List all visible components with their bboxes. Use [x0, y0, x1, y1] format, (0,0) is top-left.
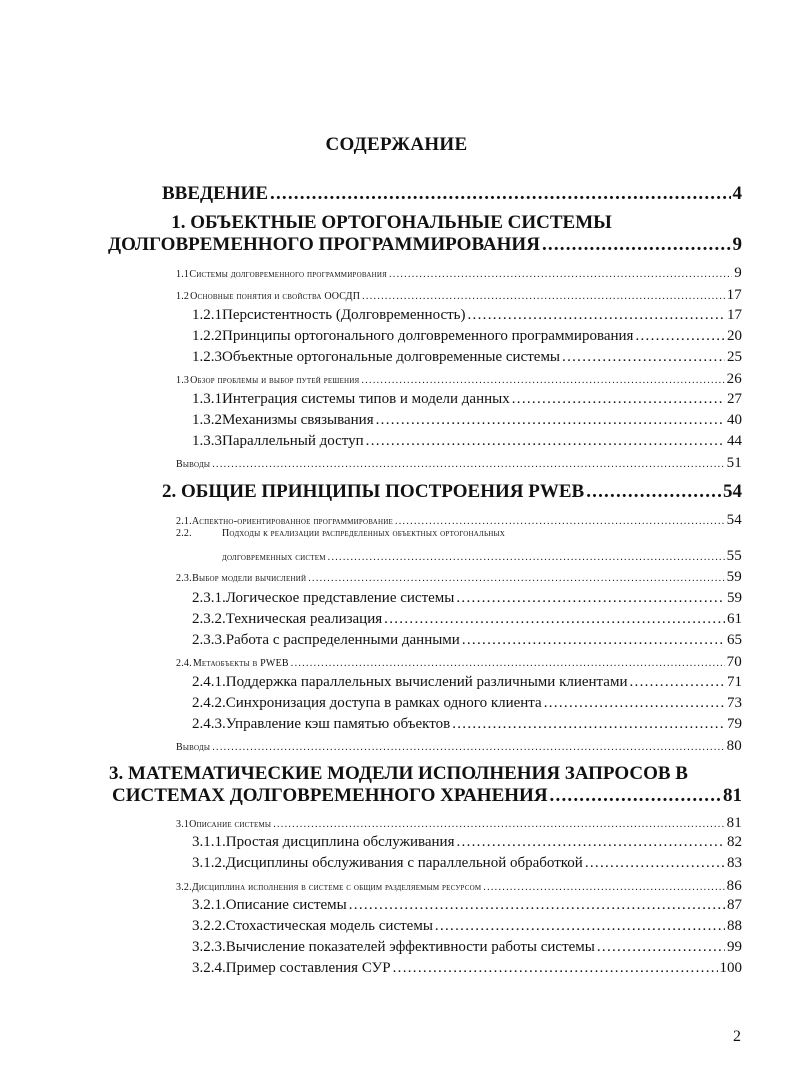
- leader-dots: [362, 291, 724, 302]
- leader-dots: [291, 658, 725, 669]
- toc-item-label: Пример составления СУР: [225, 960, 391, 976]
- toc-item: [176, 371, 742, 388]
- toc-item-number: 2.3.2.: [192, 611, 226, 627]
- toc-item-label: Описание системы: [189, 819, 272, 830]
- toc-item-label: Поддержка параллельных вычислений различными клиентами: [225, 674, 628, 690]
- toc-item: [192, 918, 742, 935]
- chapter-3-page: 81: [723, 785, 742, 806]
- leader-dots: [308, 573, 724, 584]
- toc-item-number: 1.2.3: [192, 349, 222, 365]
- toc-item-label: Стохастическая модель системы: [225, 918, 433, 934]
- toc-item-label: Простая дисциплина обслуживания: [225, 834, 455, 850]
- toc-item-label: Техническая реализация: [225, 611, 383, 627]
- toc-item-page: 27: [727, 391, 742, 407]
- toc-item-number: 2.3.3.: [192, 632, 226, 648]
- toc-item-page: 59: [726, 569, 742, 585]
- toc-item: [192, 632, 742, 649]
- chapter-1-page: 9: [732, 234, 742, 255]
- toc-item-number: 1.3.2: [192, 412, 222, 428]
- toc-item-label: Механизмы связывания: [222, 412, 374, 428]
- leader-dots: [212, 459, 724, 470]
- toc-item-page: 55: [726, 548, 742, 564]
- toc-item-number: 3.1: [176, 819, 190, 830]
- toc-item-page: 17: [726, 287, 742, 303]
- toc-item: [176, 455, 742, 472]
- toc-item-page: 71: [727, 674, 742, 690]
- toc-item: [192, 960, 742, 977]
- leader-dots: [586, 481, 721, 503]
- chapter-3-title-line1: 3. МАТЕМАТИЧЕСКИЕ МОДЕЛИ ИСПОЛНЕНИЯ ЗАПРОСОВ В: [109, 763, 688, 784]
- leader-dots: [361, 375, 724, 386]
- toc-item-label: долговременных систем: [222, 552, 326, 563]
- toc-item-page: 59: [727, 590, 742, 606]
- toc-item-label: Системы долговременного программирования: [189, 269, 387, 280]
- leader-dots: [452, 716, 725, 733]
- toc-item-number: 1.2.2: [192, 328, 222, 344]
- leader-dots: [635, 328, 725, 345]
- toc-item: [192, 695, 742, 712]
- leader-dots: [376, 412, 725, 429]
- leader-dots: [389, 269, 732, 280]
- chapter-1-title-line1: 1. ОБЪЕКТНЫЕ ОРТОГОНАЛЬНЫЕ СИСТЕМЫ: [171, 212, 612, 233]
- toc-item: [192, 674, 742, 691]
- toc-item: [192, 939, 742, 956]
- toc-item-number: 1.3.1: [192, 391, 222, 407]
- toc-item-page: 88: [727, 918, 742, 934]
- toc-item-page: 9: [734, 265, 742, 281]
- page-title: СОДЕРЖАНИЕ: [325, 134, 468, 155]
- toc-item-page: 65: [727, 632, 742, 648]
- toc-item-number: 2.1.: [176, 516, 192, 527]
- toc-item-label: Персистентность (Долговременность): [222, 307, 466, 323]
- leader-dots: [562, 349, 725, 366]
- toc-item-label: Основные понятия и свойства ООСДП: [190, 291, 361, 302]
- leader-dots: [542, 234, 731, 256]
- leader-dots: [456, 590, 725, 607]
- toc-item-label: Выводы: [176, 459, 211, 470]
- toc-item-number: 2.3.: [176, 573, 192, 584]
- toc-item-number: 2.4.3.: [192, 716, 226, 732]
- toc-item-page: 20: [727, 328, 742, 344]
- leader-dots: [273, 819, 724, 830]
- toc-item: [192, 897, 742, 914]
- toc-item-label: Управление кэш памятью объектов: [225, 716, 451, 732]
- toc-item-page: 25: [727, 349, 742, 365]
- leader-dots: [393, 960, 718, 977]
- toc-item-page: 83: [727, 855, 742, 871]
- toc-item-page: 73: [727, 695, 742, 711]
- leader-dots: [456, 834, 725, 851]
- toc-item-number: 3.2.3.: [192, 939, 226, 955]
- toc-item-page: 54: [726, 512, 742, 528]
- toc-item-number: 3.2.1.: [192, 897, 226, 913]
- toc-item-page: 87: [727, 897, 742, 913]
- toc-item: [176, 815, 742, 832]
- toc-item-number: 2.4.2.: [192, 695, 226, 711]
- toc-item-page: 40: [727, 412, 742, 428]
- leader-dots: [328, 552, 725, 563]
- toc-item: [192, 611, 742, 628]
- toc-item-label: Логическое представление системы: [225, 590, 455, 606]
- toc-item-label: Объектные ортогональные долговременные системы: [222, 349, 561, 365]
- toc-item-label: Метаобъекты в PWEB: [192, 658, 289, 669]
- toc-item-page: 26: [726, 371, 742, 387]
- toc-item: [192, 834, 742, 851]
- toc-item: [176, 738, 742, 755]
- toc-item-page: 99: [727, 939, 742, 955]
- toc-item-page: 80: [726, 738, 742, 754]
- toc-item: [176, 569, 742, 586]
- leader-dots: [468, 307, 726, 324]
- toc-item: [176, 878, 742, 895]
- toc-item-label: Дисциплины обслуживания с параллельной обработкой: [225, 855, 583, 871]
- toc-item: [192, 590, 742, 607]
- toc-item-label: Обзор проблемы и выбор путей решения: [190, 375, 360, 386]
- toc-item-number: 3.1.1.: [192, 834, 226, 850]
- toc-item: [192, 328, 742, 345]
- toc-item-page: 79: [727, 716, 742, 732]
- leader-dots: [585, 855, 725, 872]
- toc-item-label: Вычисление показателей эффективности работы системы: [225, 939, 595, 955]
- leader-dots: [435, 918, 725, 935]
- chapter-2-title: 2. ОБЩИЕ ПРИНЦИПЫ ПОСТРОЕНИЯ PWEB: [162, 481, 585, 502]
- toc-item-label: Выводы: [176, 742, 211, 753]
- toc-item-page: 86: [726, 878, 742, 894]
- toc-intro: [162, 183, 742, 205]
- toc-item: [192, 433, 742, 450]
- toc-item-label: Параллельный доступ: [222, 433, 364, 449]
- chapter-1-title-line2: ДОЛГОВРЕМЕННОГО ПРОГРАММИРОВАНИЯ: [108, 234, 540, 255]
- leader-dots: [395, 516, 725, 527]
- toc-item: [176, 265, 742, 282]
- toc-item-page: 81: [726, 815, 742, 831]
- leader-dots: [544, 695, 725, 712]
- toc-item: [176, 512, 742, 529]
- toc-item: [192, 307, 742, 324]
- leader-dots: [512, 391, 725, 408]
- toc-item-number: 1.2.1: [192, 307, 222, 323]
- toc-item-label: Принципы ортогонального долговременного программирования: [222, 328, 634, 344]
- toc-item-number: 3.2.4.: [192, 960, 226, 976]
- leader-dots: [384, 611, 725, 628]
- toc-item-number: 1.1: [176, 269, 190, 280]
- leader-dots: [629, 674, 725, 691]
- toc-item: [176, 528, 742, 539]
- toc-item: [192, 391, 742, 408]
- toc-chapter-3: [112, 785, 742, 807]
- toc-item-label: Подходы к реализации распределенных объектных ортогональных: [222, 528, 506, 539]
- leader-dots: [212, 742, 724, 753]
- toc-item: [192, 855, 742, 872]
- toc-item-label: Синхронизация доступа в рамках одного клиента: [225, 695, 542, 711]
- toc-item-label: Дисциплина исполнения в системе с общим разделяемым ресурсом: [191, 882, 482, 893]
- toc-item-page: 44: [727, 433, 742, 449]
- toc-item-label: Интеграция системы типов и модели данных: [222, 391, 510, 407]
- chapter-3-title-line2: СИСТЕМАХ ДОЛГОВРЕМЕННОГО ХРАНЕНИЯ: [112, 785, 548, 806]
- leader-dots: [270, 183, 731, 205]
- toc-item-label: Аспектно-ориентированное программирование: [191, 516, 393, 527]
- toc-item-number: 1.3: [176, 375, 190, 386]
- toc-item: [176, 654, 742, 671]
- toc-item-number: 2.3.1.: [192, 590, 226, 606]
- toc-item-number: 2.2.: [176, 528, 192, 539]
- toc-item: [192, 412, 742, 429]
- toc-intro-page: 4: [732, 183, 742, 204]
- toc-item-page: 51: [726, 455, 742, 471]
- leader-dots: [349, 897, 725, 914]
- toc-item-page: 17: [727, 307, 742, 323]
- toc-item: [192, 349, 742, 366]
- leader-dots: [462, 632, 725, 649]
- page-number: 2: [733, 1028, 741, 1045]
- toc-item-number: 2.4.1.: [192, 674, 226, 690]
- toc-item-page: 61: [727, 611, 742, 627]
- toc-item-number: 3.1.2.: [192, 855, 226, 871]
- toc-item: [176, 287, 742, 304]
- toc-chapter-2: [162, 481, 742, 503]
- toc-item-label: Описание системы: [225, 897, 347, 913]
- leader-dots: [550, 785, 721, 807]
- toc-item-label: Работа с распределенными данными: [225, 632, 460, 648]
- toc-item: [222, 548, 742, 565]
- toc-item-number: 1.2: [176, 291, 190, 302]
- toc-chapter-1: [108, 234, 742, 256]
- toc-item-number: 1.3.3: [192, 433, 222, 449]
- toc-item-number: 2.4.: [176, 658, 192, 669]
- toc-item-number: 3.2.2.: [192, 918, 226, 934]
- leader-dots: [366, 433, 725, 450]
- toc-item-page: 100: [719, 960, 742, 976]
- chapter-2-page: 54: [723, 481, 742, 502]
- toc-item-label: Выбор модели вычислений: [192, 573, 307, 584]
- toc-item-page: 82: [727, 834, 742, 850]
- toc-intro-label: ВВЕДЕНИЕ: [162, 183, 268, 204]
- leader-dots: [483, 882, 724, 893]
- toc-item: [192, 716, 742, 733]
- leader-dots: [597, 939, 725, 956]
- toc-item-page: 70: [726, 654, 742, 670]
- toc-item-number: 3.2.: [176, 882, 192, 893]
